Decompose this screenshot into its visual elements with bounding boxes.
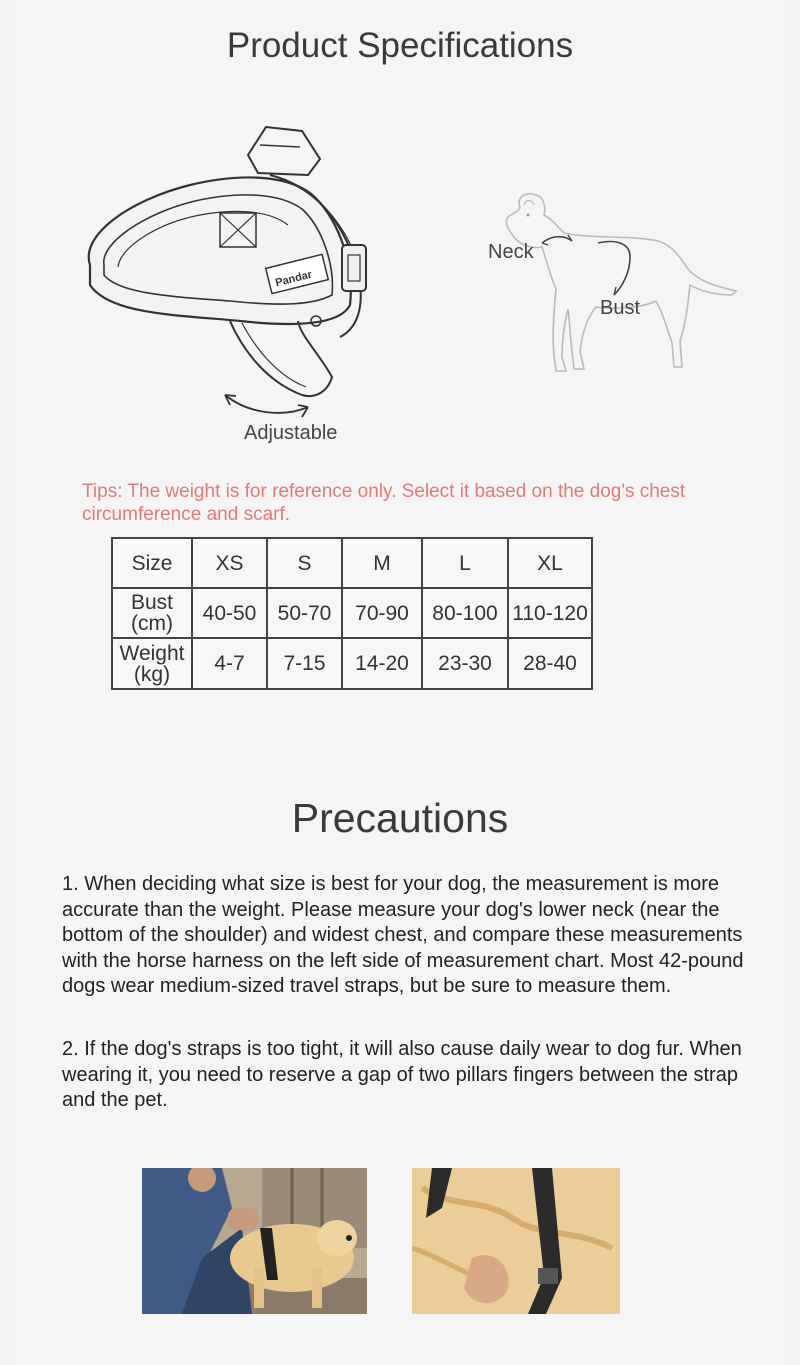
weight-header-cell bbox=[112, 638, 192, 689]
precaution-item-2: 2. If the dog's straps is too tight, it will also cause daily wear to dog fur. When wearing it, you need to reserve a gap of two pillars fingers between the strap and the pet. bbox=[62, 1038, 742, 1111]
bust-cell-s: 50-70 bbox=[267, 588, 342, 638]
photo-left-drawing bbox=[142, 1168, 367, 1314]
size-cell-xl: XL bbox=[508, 538, 592, 588]
bust-cell-m: 70-90 bbox=[342, 588, 422, 638]
harness-logo: Pandar bbox=[274, 268, 314, 290]
photo-person-fitting-harness bbox=[142, 1168, 367, 1314]
weight-label-line1: Weight bbox=[119, 641, 185, 665]
harness-illustration bbox=[70, 115, 390, 455]
table-row-weight bbox=[112, 638, 592, 689]
size-cell-m: M bbox=[342, 538, 422, 588]
table-row-bust bbox=[112, 588, 592, 638]
bust-cell-xl: 110-120 bbox=[508, 588, 592, 638]
photo-right-drawing bbox=[412, 1168, 620, 1314]
adjustable-label: Adjustable bbox=[244, 422, 338, 444]
size-cell-s: S bbox=[267, 538, 342, 588]
bust-cell-xs: 40-50 bbox=[192, 588, 267, 638]
weight-cell-xs: 4-7 bbox=[192, 638, 267, 689]
precautions-title: Precautions bbox=[291, 795, 509, 841]
product-specifications-title: Product Specifications bbox=[226, 26, 574, 65]
table-row-size bbox=[112, 538, 592, 588]
size-cell-l: L bbox=[422, 538, 508, 588]
bust-label-line1: Bust bbox=[130, 591, 174, 614]
weight-cell-l: 23-30 bbox=[422, 638, 508, 689]
bust-label: Bust bbox=[600, 297, 641, 319]
neck-label: Neck bbox=[488, 241, 534, 263]
bust-header-cell bbox=[112, 588, 192, 638]
weight-cell-s: 7-15 bbox=[267, 638, 342, 689]
size-cell-xs: XS bbox=[192, 538, 267, 588]
harness-drawing bbox=[70, 115, 390, 455]
weight-cell-xl: 28-40 bbox=[508, 638, 592, 689]
bust-label-line2: (cm) bbox=[131, 612, 173, 635]
dog-outline-drawing bbox=[480, 185, 750, 385]
size-header-cell: Size bbox=[112, 538, 192, 588]
weight-cell-m: 14-20 bbox=[342, 638, 422, 689]
dog-measurement-illustration bbox=[480, 185, 750, 385]
precaution-item-1: 1. When deciding what size is best for your dog, the measurement is more accurate than the weight. Please measure your dog's lower neck (near the bottom of the shoulder) and widest chest, and compare these measurements with the horse harness on the left side of measurement chart. Most 42-pound dogs wear medium-sized travel straps, but be sure to measure them. bbox=[62, 873, 744, 997]
photo-dog-wearing-harness bbox=[412, 1168, 620, 1314]
weight-label-line2: (kg) bbox=[133, 662, 171, 686]
tips-text: Tips: The weight is for reference only. Select it based on the dog's chest circumference and scarf. bbox=[82, 481, 686, 525]
size-chart-table bbox=[111, 537, 593, 690]
bust-cell-l: 80-100 bbox=[422, 588, 508, 638]
